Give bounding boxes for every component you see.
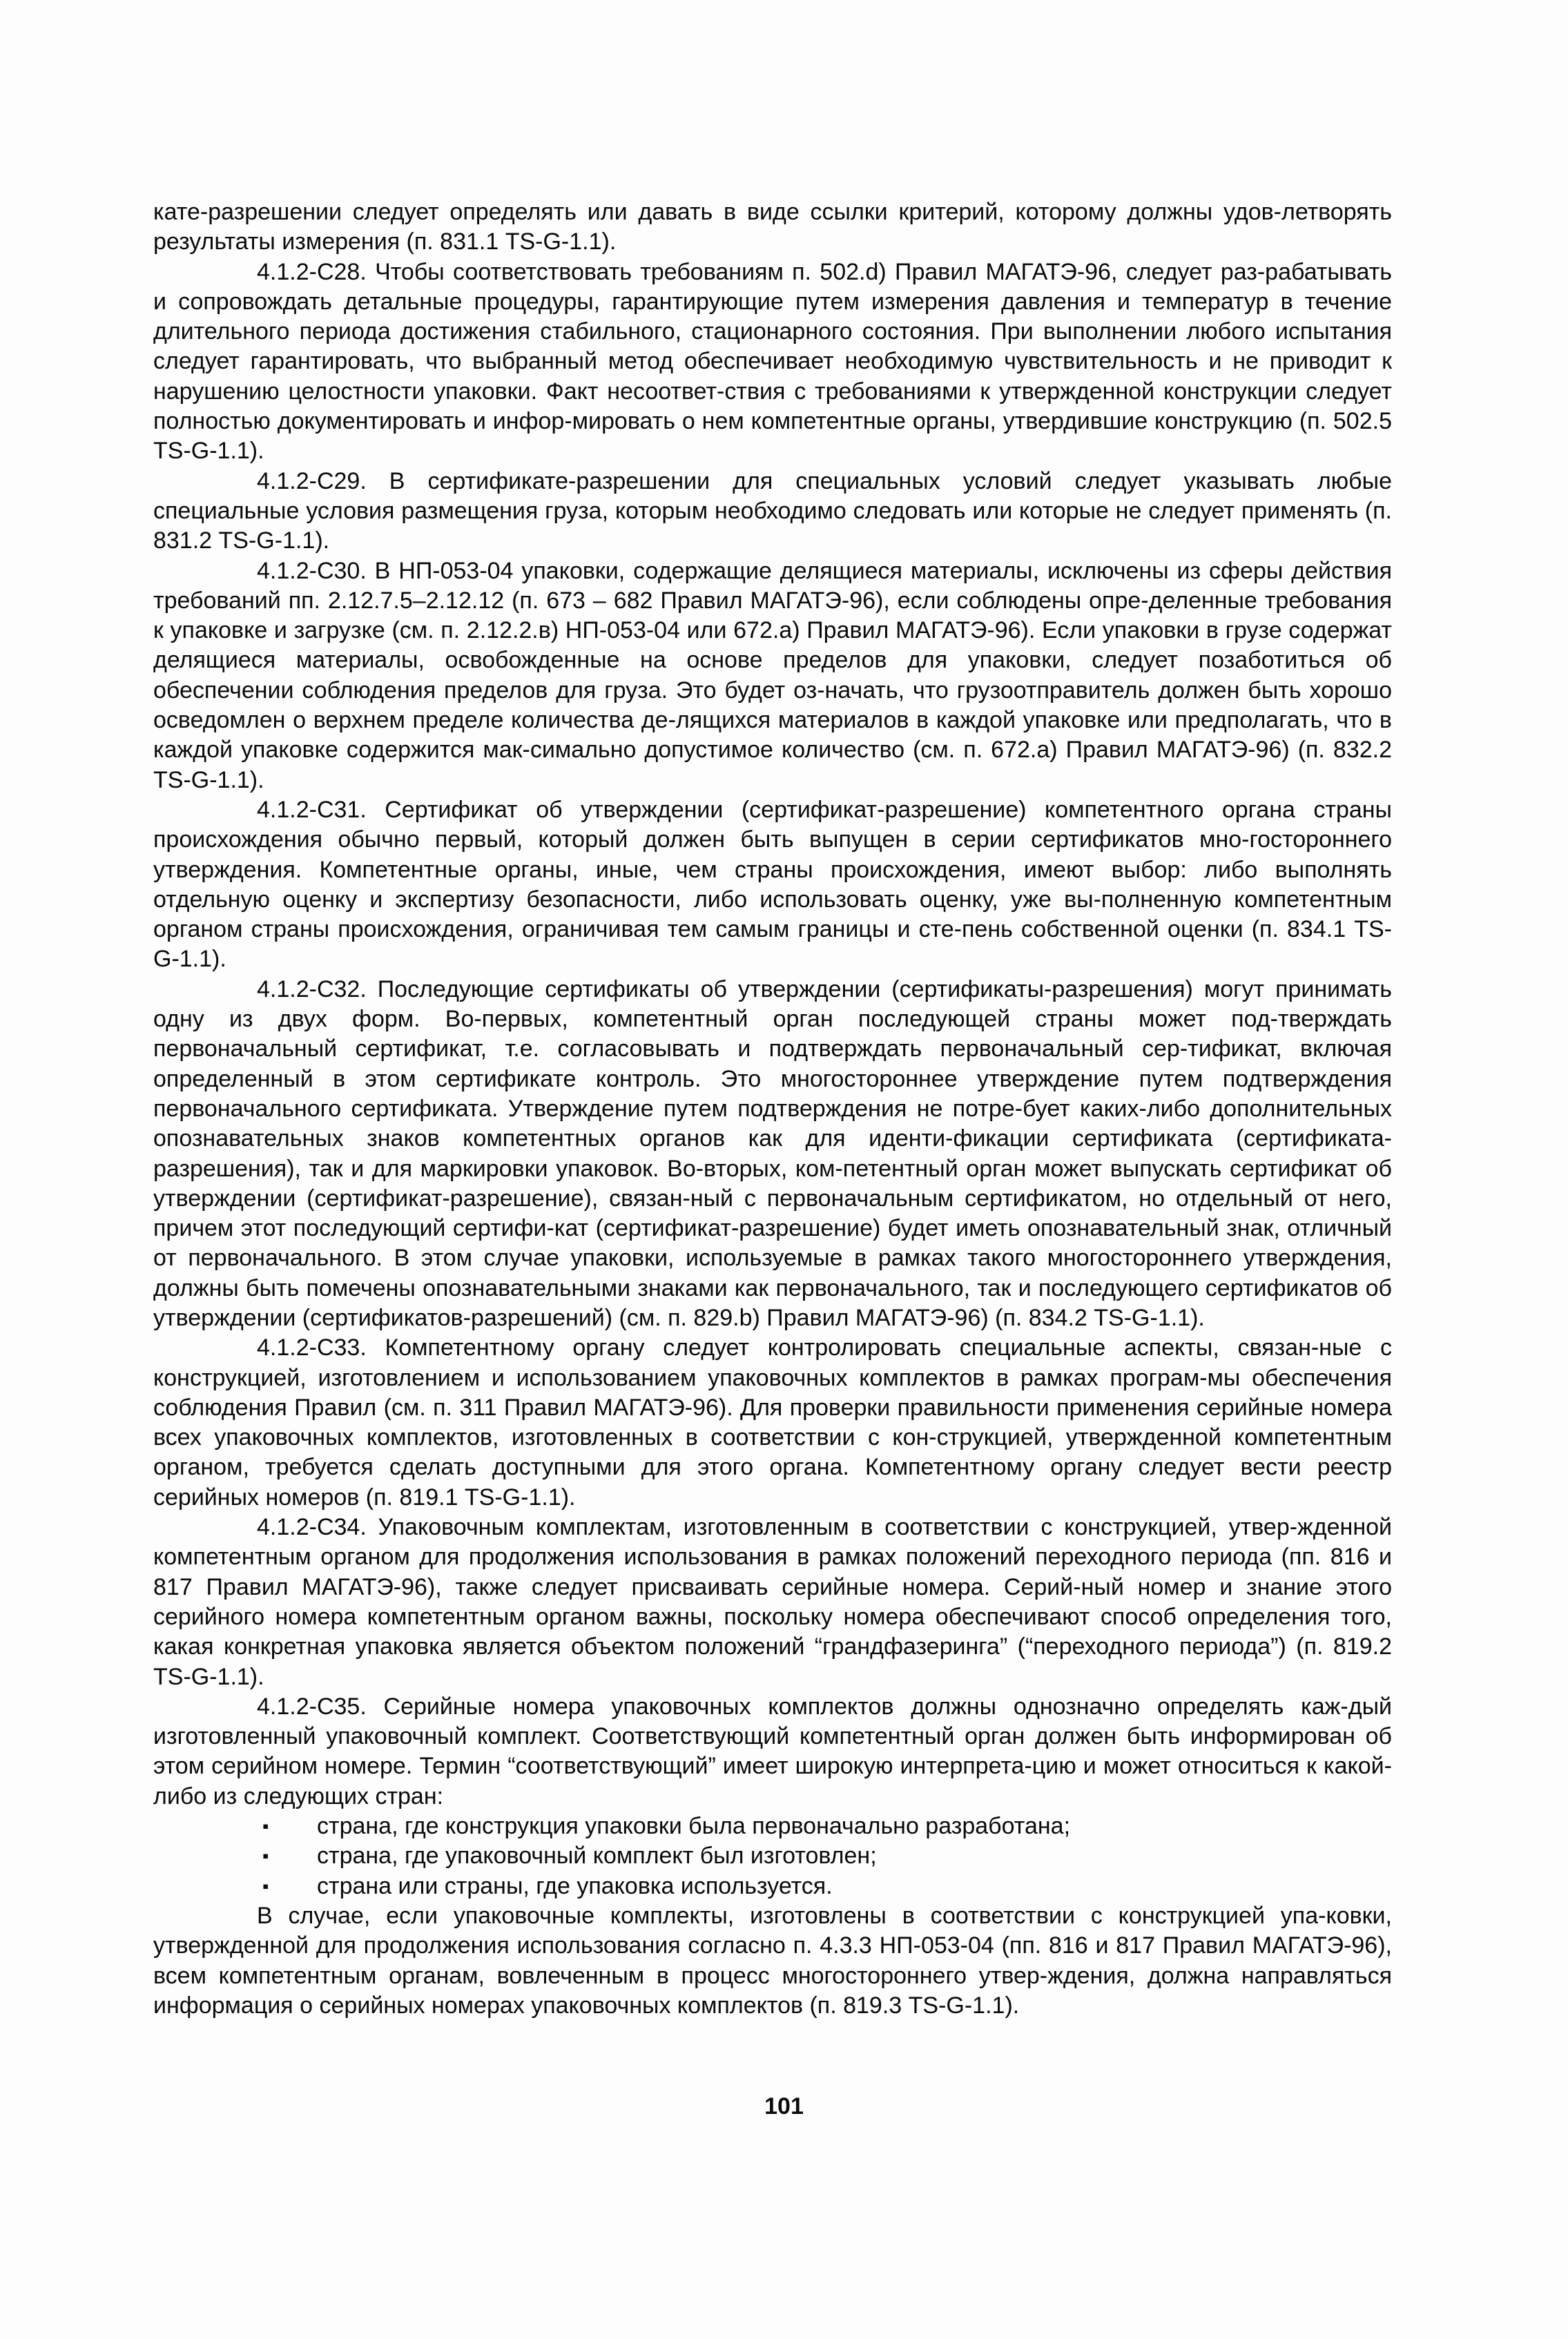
paragraph-continuation: кате-разрешении следует определять или давать в виде ссылки критерий, которому должны удов-летворять результаты измерения (п. 831.1 TS-G-1.1). — [153, 199, 1392, 255]
bullet-icon: ▪ — [262, 1845, 269, 1867]
page-number: 101 — [764, 2093, 804, 2119]
bullet-icon: ▪ — [262, 1875, 269, 1896]
body-text — [153, 197, 1392, 2021]
list-item — [153, 1841, 1392, 1871]
paragraph-c29: 4.1.2-C29. В сертификате-разрешении для специальных условий следует указывать любые специальные условия размещения груза, которым необходимо следовать или которые не следует применять (п. 831.2 TS-G-1.1). — [153, 467, 1392, 554]
list-item — [153, 1812, 1392, 1841]
list-item — [153, 1872, 1392, 1901]
paragraph-c28: 4.1.2-C28. Чтобы соответствовать требованиям п. 502.d) Правил МАГАТЭ-96, следует раз-рабатывать и сопровождать детальные процедуры, гарантирующие путем измерения давления и температур в течение длительного периода достижения стабильного, стационарного состояния. При выполнении любого испытания следует гарантировать, что выбранный метод обеспечивает необходимую чувствительность и не приводит к нарушению целостности упаковки. Факт несоответ-ствия с требованиями к утвержденной конструкции следует полностью документировать и инфор-мировать о нем компетентные органы, утвердившие конструкцию (п. 502.5 TS-G-1.1). — [153, 258, 1392, 465]
paragraph-c34: 4.1.2-C34. Упаковочным комплектам, изготовленным в соответствии с конструкцией, утвер-жденной компетентным органом для продолжения использования в рамках положений переходного периода (пп. 816 и 817 Правил МАГАТЭ-96), также следует присваивать серийные номера. Серий-ный номер и знание этого серийного номера компетентным органом важны, поскольку номера обеспечивают способ определения того, какая конкретная упаковка является объектом положений “грандфазеринга” (“переходного периода”) (п. 819.2 TS-G-1.1). — [153, 1514, 1392, 1690]
country-list — [153, 1812, 1392, 1901]
bullet-icon: ▪ — [262, 1816, 269, 1837]
list-item-text: страна, где упаковочный комплект был изготовлен; — [317, 1843, 877, 1870]
paragraph-closing: В случае, если упаковочные комплекты, изготовлены в соответствии с конструкцией упа-ковки, утвержденной для продолжения использования согласно п. 4.3.3 НП-053-04 (пп. 816 и 817 Правил МАГАТЭ-96), всем компетентным органам, вовлеченным в процесс многостороннего утвер-ждения, должна направляться информация о серийных номерах упаковочных комплектов (п. 819.3 TS-G-1.1). — [153, 1902, 1392, 2019]
paragraph-c32: 4.1.2-C32. Последующие сертификаты об утверждении (сертификаты-разрешения) могут принимать одну из двух форм. Во-первых, компетентный орган последующей страны может под-тверждать первоначальный сертификат, т.е. согласовывать и подтверждать первоначальный сер-тификат, включая определенный в этом сертификате контроль. Это многостороннее утверждение путем подтверждения первоначального сертификата. Утверждение путем подтверждения не потре-бует каких-либо дополнительных опознавательных знаков компетентных органов как для иденти-фикации сертификата (сертификата-разрешения), так и для маркировки упаковок. Во-вторых, ком-петентный орган может выпускать сертификат об утверждении (сертификат-разрешение), связан-ный с первоначальным сертификатом, но отдельный от него, причем этот последующий сертифи-кат (сертификат-разрешение) будет иметь опознавательный знак, отличный от первоначального. В этом случае упаковки, используемые в рамках такого многостороннего утверждения, должны быть помечены опознавательными знаками как первоначального, так и последующего сертификатов об утверждении (сертификатов-разрешений) (см. п. 829.b) Правил МАГАТЭ-96) (п. 834.2 TS-G-1.1). — [153, 976, 1392, 1331]
list-item-text: страна или страны, где упаковка используется. — [317, 1872, 833, 1899]
list-item-text: страна, где конструкция упаковки была первоначально разработана; — [317, 1813, 1071, 1840]
paragraph-c35: 4.1.2-C35. Серийные номера упаковочных комплектов должны однозначно определять каж-дый изготовленный упаковочный комплект. Соответствующий компетентный орган должен быть информирован об этом серийном номере. Термин “соответствующий” имеет широкую интерпрета-цию и может относиться к какой-либо из следующих стран: — [153, 1693, 1392, 1809]
paragraph-c33: 4.1.2-C33. Компетентному органу следует контролировать специальные аспекты, связан-ные с конструкцией, изготовлением и использованием упаковочных комплектов в рамках програм-мы обеспечения соблюдения Правил (см. п. 311 Правил МАГАТЭ-96). Для проверки правильности применения серийные номера всех упаковочных комплектов, изготовленных в соответствии с кон-струкцией, утвержденной компетентным органом, требуется сделать доступными для этого органа. Компетентному органу следует вести реестр серийных номеров (п. 819.1 TS-G-1.1). — [153, 1335, 1392, 1511]
paragraph-c30: 4.1.2-C30. В НП-053-04 упаковки, содержащие делящиеся материалы, исключены из сферы действия требований пп. 2.12.7.5–2.12.12 (п. 673 – 682 Правил МАГАТЭ-96), если соблюдены опре-деленные требования к упаковке и загрузке (см. п. 2.12.2.в) НП-053-04 или 672.а) Правил МАГАТЭ-96). Если упаковки в грузе содержат делящиеся материалы, освобожденные на основе пределов для упаковки, следует позаботиться об обеспечении соблюдения пределов для груза. Это будет оз-начать, что грузоотправитель должен быть хорошо осведомлен о верхнем пределе количества де-лящихся материалов в каждой упаковке или предполагать, что в каждой упаковке содержится мак-симально допустимое количество (см. п. 672.а) Правил МАГАТЭ-96) (п. 832.2 TS-G-1.1). — [153, 557, 1392, 793]
paragraph-c31: 4.1.2-C31. Сертификат об утверждении (сертификат-разрешение) компетентного органа страны происхождения обычно первый, который должен быть выпущен в серии сертификатов мно-гостороннего утверждения. Компетентные органы, иные, чем страны происхождения, имеют выбор: либо выполнять отдельную оценку и экспертизу безопасности, либо использовать оценку, уже вы-полненную компетентным органом страны происхождения, ограничивая тем самым границы и сте-пень собственной оценки (п. 834.1 TS-G-1.1). — [153, 796, 1392, 973]
